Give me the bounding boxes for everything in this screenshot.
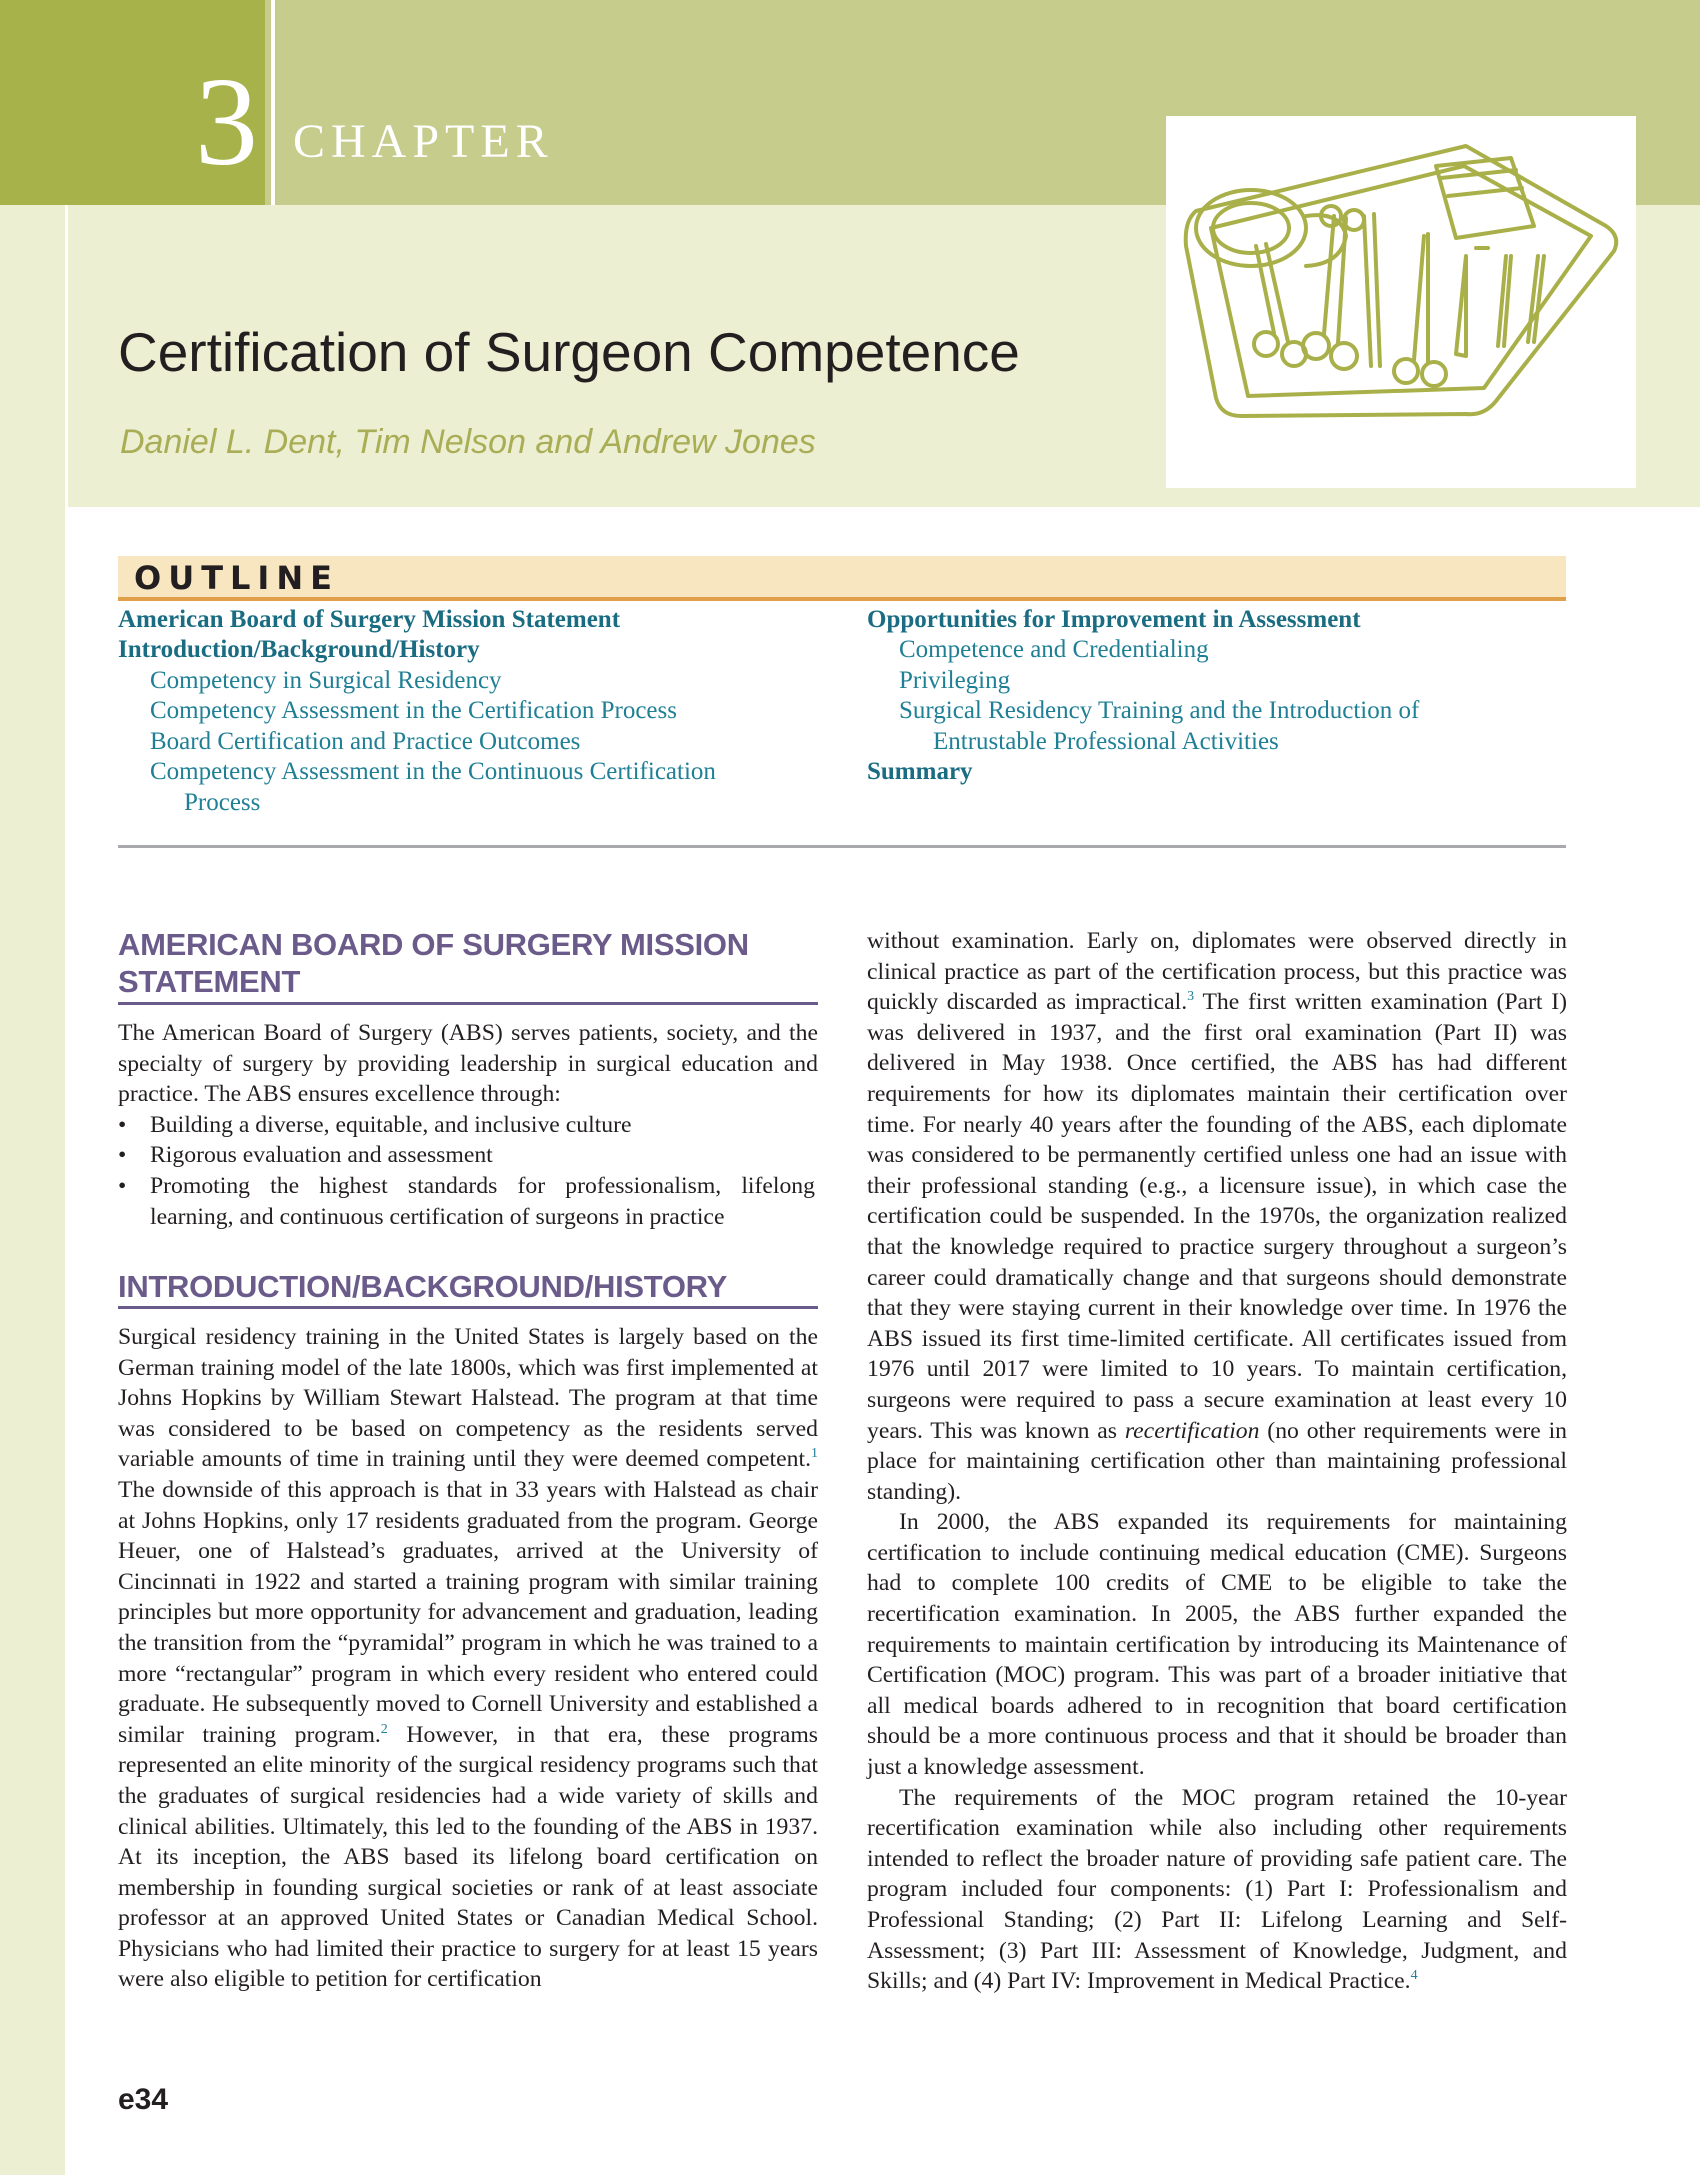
paragraph-text: The requirements of the MOC program retained the 10-year recertification examination while also including other requirements intended to reflect the broader nature of providing safe patient care. The program included four components: (1) Part I: Professionalism and Professional Standing; (2) Part II: Lifelong Learning and Self-Assessment; (3) Part III: Assessment of Knowledge, Judgment, and Skills; and (4) Part IV: Improvement in Medical Practice.: [867, 1784, 1567, 1995]
outline-divider: [118, 845, 1566, 848]
list-item-text: Rigorous evaluation and assessment: [150, 1142, 493, 1168]
right-column: [867, 926, 1567, 1997]
paragraph: [867, 926, 1567, 1507]
paragraph-text: (no other requirements were in place for maintaining certification other than maintaining professional standing).: [867, 1417, 1567, 1505]
outline-link[interactable]: American Board of Surgery Mission Statement: [118, 606, 621, 633]
section-heading: INTRODUCTION/BACKGROUND/HISTORY: [118, 1269, 727, 1304]
chapter-label: CHAPTER: [293, 115, 554, 168]
list-item: • Promoting the highest standards for professionalism, lifelong learning, and continuous certification of surgeons in practice: [118, 1171, 818, 1233]
outline-link[interactable]: Summary: [867, 758, 973, 785]
section-heading-line: AMERICAN BOARD OF SURGERY MISSION: [118, 927, 749, 962]
section-heading: [118, 926, 818, 1000]
reference-link[interactable]: 2: [380, 1721, 388, 1737]
paragraph-text: without examination. Early on, diplomates were observed directly in clinical practice as part of the certification process, but this practice was quickly discarded as impractical.: [867, 928, 1567, 1016]
page-title: Certification of Surgeon Competence: [118, 321, 1020, 383]
surgical-instrument-tray-icon: [1166, 116, 1636, 488]
paragraph: In 2000, the ABS expanded its requirements for maintaining certification to include continuing medical education (CME). Surgeons had to complete 100 credits of CME to be eligible to take the recertification examination. In 2005, the ABS further expanded the requirements to maintain certification by introducing its Maintenance of Certification (MOC) program. This was part of a broader initiative that all medical boards adhered to in recognition that board certification should be a more continuous process and that it should be broader than just a knowledge assessment.: [867, 1509, 1567, 1781]
section-rule: [118, 1002, 818, 1005]
outline-link[interactable]: Entrustable Professional Activities: [933, 728, 1279, 755]
paragraph-text: Surgical residency training in the United States is largely based on the German training model of the late 1800s, which was first implemented at Johns Hopkins by William Stewart Halstead. The program at that time was considered to be based on competency as the residents served variable amounts of time in training until they were deemed competent.: [118, 1324, 818, 1473]
left-margin-strip: [0, 205, 65, 2175]
chapter-number: 3: [195, 53, 258, 192]
paragraph: [867, 1783, 1567, 1997]
list-item-text: Promoting the highest standards for professionalism, lifelong learning, and continuous certification of surgeons in practice: [150, 1173, 815, 1230]
chapter-divider: [271, 0, 275, 205]
outline-link[interactable]: Introduction/Background/History: [118, 636, 480, 663]
outline-link[interactable]: Process: [184, 789, 261, 816]
paragraph-text: The downside of this approach is that in 33 years with Halstead as chair at Johns Hopkins, only 17 residents graduated from the program. George Heuer, one of Halstead’s graduates, arrived at the University of Cincinnati in 1922 and started a training program with similar training principles but more opportunity for advancement and graduation, leading the transition from the “pyramidal” program in which he was trained to a more “rectangular” program in which every resident who entered could graduate. He subsequently moved to Cornell University and established a similar training program.: [118, 1476, 818, 1748]
chapter-illustration: [1166, 116, 1636, 488]
list-item-text: Building a diverse, equitable, and inclusive culture: [150, 1112, 632, 1138]
page-number: e34: [118, 2083, 169, 2116]
reference-link[interactable]: 1: [811, 1446, 818, 1462]
outline-link[interactable]: Competency Assessment in the Continuous Certification: [150, 758, 716, 785]
outline-link[interactable]: Surgical Residency Training and the Introduction of: [899, 697, 1420, 724]
outline-link[interactable]: Privileging: [899, 667, 1011, 694]
list-item: • Building a diverse, equitable, and inclusive culture: [118, 1110, 818, 1141]
outline-link[interactable]: Board Certification and Practice Outcomes: [150, 728, 581, 755]
section-rule: [118, 1306, 818, 1309]
paragraph-text: However, in that era, these programs represented an elite minority of the surgical residency programs such that the graduates of surgical residencies had a wide variety of skills and clinical abilities. Ultimately, this led to the founding of the ABS in 1937. At its inception, the ABS based its lifelong board certification on membership in founding surgical societies or rank of at least associate professor at an approved United States or Canadian Medical School. Physicians who had limited their practice to surgery for at least 15 years were also eligible to petition for certification: [118, 1721, 818, 1993]
paragraph: The American Board of Surgery (ABS) serves patients, society, and the specialty of surgery by providing leadership in surgical education and practice. The ABS ensures excellence through:: [118, 1020, 818, 1108]
outline-heading: OUTLINE: [134, 559, 339, 597]
authors: Daniel L. Dent, Tim Nelson and Andrew Jones: [120, 423, 816, 461]
section-heading-line: STATEMENT: [118, 964, 301, 999]
outline-link[interactable]: Opportunities for Improvement in Assessment: [867, 606, 1361, 633]
paragraph-text: The first written examination (Part I) was delivered in 1937, and the first oral examination (Part II) was delivered in May 1938. Once certified, the ABS has had different requirements for how its diplomates maintain their certification over time. For nearly 40 years after the founding of the ABS, each diplomate was considered to be permanently certified unless one had an issue with their professional standing (e.g., a licensure issue), in which case the certification could be suspended. In the 1970s, the organization realized that the knowledge required to practice surgery throughout a surgeon’s career could dramatically change and that surgeons should demonstrate that they were staying current in their knowledge over time. In 1976 the ABS issued its first time-limited certificate. All certificates issued from 1976 until 2017 were limited to 10 years. To maintain certification, surgeons were required to pass a secure examination at least every 10 years. This was known as: [867, 989, 1567, 1444]
reference-link[interactable]: 3: [1187, 989, 1195, 1005]
outline-link[interactable]: Competency Assessment in the Certification Process: [150, 697, 677, 724]
reference-link[interactable]: 4: [1410, 1968, 1418, 1984]
emphasis-term: recertification: [1124, 1417, 1260, 1444]
outline-link[interactable]: Competency in Surgical Residency: [150, 667, 502, 694]
paragraph: [118, 1322, 818, 1995]
outline-link[interactable]: Competence and Credentialing: [899, 636, 1209, 663]
list-item: • Rigorous evaluation and assessment: [118, 1140, 818, 1171]
